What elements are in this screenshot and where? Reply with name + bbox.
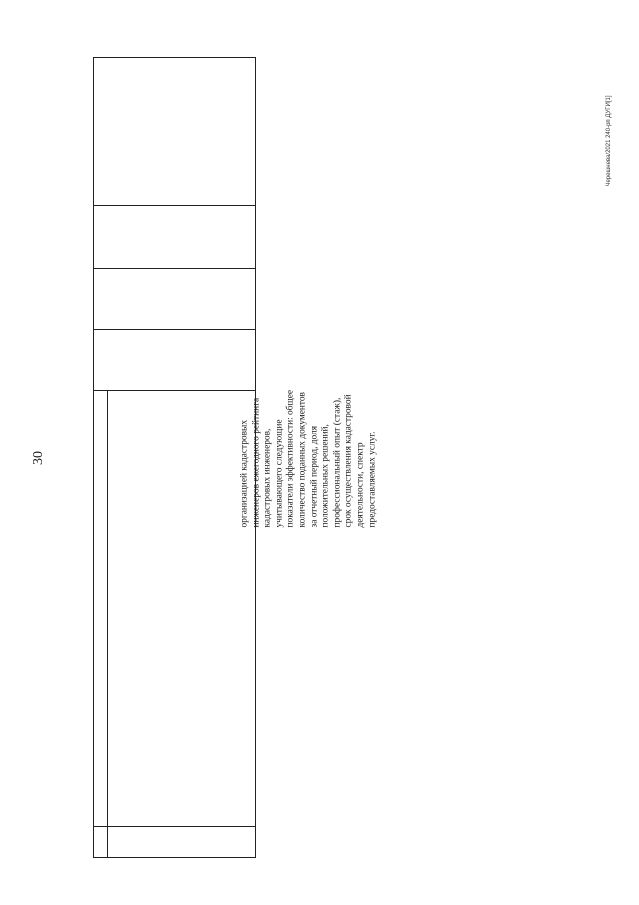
column-divider: [107, 390, 108, 858]
row-divider: [93, 329, 256, 330]
cell-text-line: профессиональный опыт (стаж),: [332, 397, 343, 528]
cell-text-line: показатели эффективности: общее: [285, 389, 296, 528]
cell-text-line: предоставляемых услуг.: [367, 431, 378, 528]
row-divider: [93, 390, 256, 391]
page-number: 30: [31, 451, 46, 465]
cell-text-line: инженеров ежегодного рейтинга: [251, 397, 262, 528]
cell-text-line: организацией кадастровых: [239, 419, 250, 528]
cell-text-line: учитывающего следующие: [274, 419, 285, 528]
table: [93, 57, 256, 858]
cell-text-line: за отчетный период, доля: [309, 425, 320, 528]
cell-text-line: количество поданных документов: [297, 392, 308, 528]
cell-text-line: кадастровых инженеров,: [262, 428, 273, 528]
cell-text-line: срок осуществления кадастровой: [343, 394, 354, 528]
cell-text: [240, 233, 400, 528]
cell-text-line: положительных решений,: [320, 424, 331, 528]
document-reference: Черешнева/2021 240-рп ДУГИ[1]: [606, 95, 612, 187]
cell-text-line: деятельности, спектр: [355, 442, 366, 528]
row-divider: [93, 826, 256, 827]
row-divider: [93, 268, 256, 269]
row-divider: [93, 205, 256, 206]
table-border: [93, 57, 256, 858]
